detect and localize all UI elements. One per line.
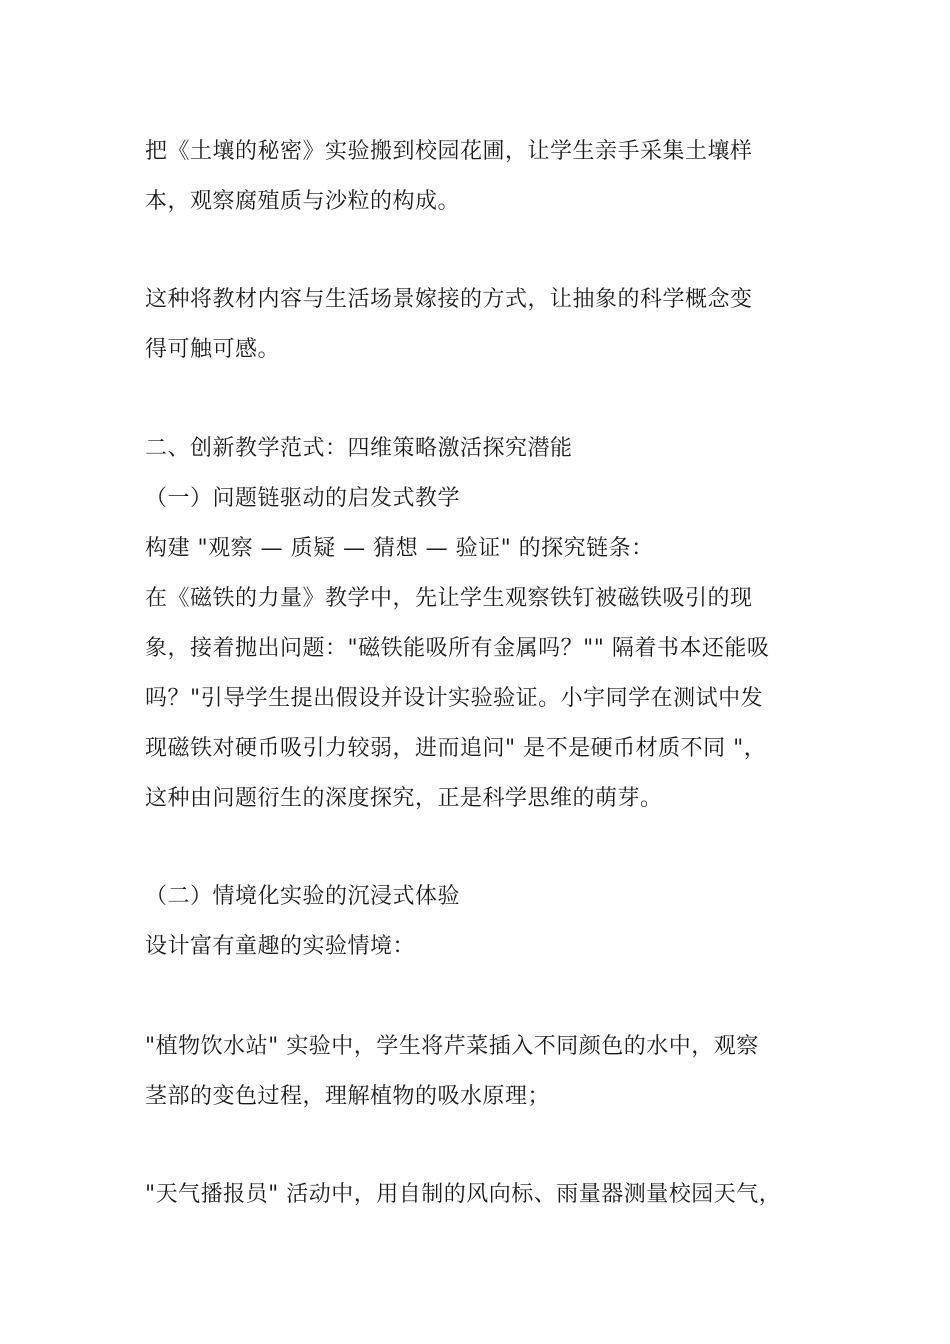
paragraph-line: "植物饮水站" 实验中，学生将芹菜插入不同颜色的水中，观察 [145, 1034, 759, 1059]
subsection-heading: （一）问题链驱动的启发式教学 [145, 486, 461, 511]
paragraph-line: 这种由问题衍生的深度探究，正是科学思维的萌芽。 [145, 786, 663, 811]
paragraph-line: 这种将教材内容与生活场景嫁接的方式，让抽象的科学概念变 [145, 287, 753, 312]
subsection-heading: （二）情境化实验的沉浸式体验 [145, 884, 461, 909]
paragraph-line: 把《土壤的秘密》实验搬到校园花圃，让学生亲手采集土壤样 [145, 139, 753, 164]
paragraph-line: 在《磁铁的力量》教学中，先让学生观察铁钉被磁铁吸引的现 [145, 586, 753, 611]
paragraph-line: 本，观察腐殖质与沙粒的构成。 [145, 189, 461, 214]
paragraph-line: "天气播报员" 活动中，用自制的风向标、雨量器测量校园天气， [145, 1182, 782, 1207]
paragraph-line: 构建 "观察 — 质疑 — 猜想 — 验证" 的探究链条： [145, 536, 654, 561]
paragraph-line: 设计富有童趣的实验情境： [145, 934, 416, 959]
section-heading: 二、创新教学范式：四维策略激活探究潜能 [145, 436, 573, 461]
paragraph-line: 吗？"引导学生提出假设并设计实验验证。小宇同学在测试中发 [145, 686, 764, 711]
paragraph-line: 得可触可感。 [145, 337, 281, 362]
paragraph-line: 现磁铁对硬币吸引力较弱，进而追问" 是不是硬币材质不同 "， [145, 736, 767, 761]
paragraph-line: 茎部的变色过程，理解植物的吸水原理； [145, 1084, 551, 1109]
paragraph-line: 象，接着抛出问题："磁铁能吸所有金属吗？"" 隔着书本还能吸 [145, 636, 770, 661]
